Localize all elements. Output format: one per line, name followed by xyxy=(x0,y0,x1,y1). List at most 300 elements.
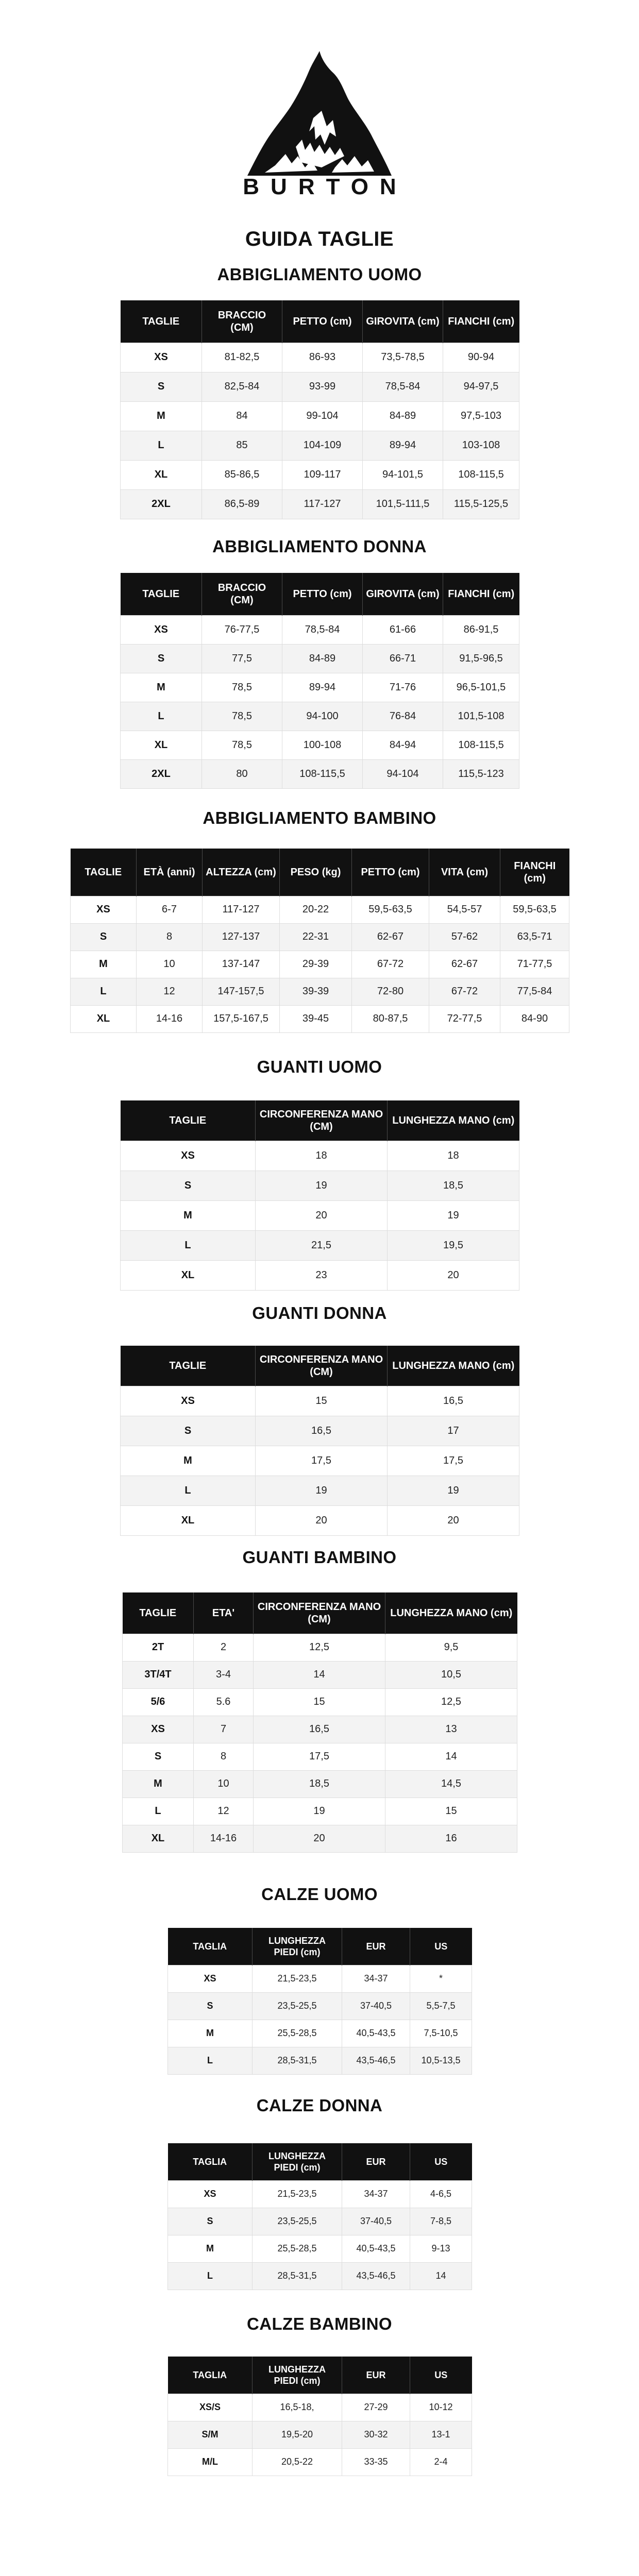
value-cell: 3-4 xyxy=(194,1661,254,1688)
column-header: TAGLIA xyxy=(168,1928,253,1965)
value-cell: 85 xyxy=(202,431,282,460)
size-table-mens-gloves xyxy=(120,1100,519,1291)
value-cell: 10 xyxy=(137,951,203,978)
value-cell: 27-29 xyxy=(342,2394,410,2421)
table-row xyxy=(121,1260,519,1290)
value-cell: 147-157,5 xyxy=(203,978,280,1005)
column-header: TAGLIE xyxy=(123,1592,194,1634)
table-row xyxy=(123,1661,517,1688)
value-cell: 94-97,5 xyxy=(443,372,519,401)
size-cell: S xyxy=(121,372,202,401)
size-table-kids-gloves xyxy=(122,1592,517,1853)
size-cell: L xyxy=(71,978,137,1005)
size-cell: XL xyxy=(123,1825,194,1852)
value-cell: 78,5 xyxy=(202,731,282,759)
size-cell: S xyxy=(121,1416,256,1446)
column-header: CIRCONFERENZA MANO (CM) xyxy=(254,1592,385,1634)
value-cell: 61-66 xyxy=(363,615,443,644)
size-cell: XS/S xyxy=(168,2394,253,2421)
value-cell: 84-89 xyxy=(282,644,363,673)
value-cell: 39-39 xyxy=(280,978,352,1005)
table-row xyxy=(168,2448,472,2476)
value-cell: 72-77,5 xyxy=(429,1005,500,1032)
value-cell: 90-94 xyxy=(443,343,519,372)
column-header: GIROVITA (cm) xyxy=(363,573,443,615)
column-header: LUNGHEZZA PIEDI (cm) xyxy=(253,2357,342,2394)
section-title-kids-gloves: GUANTI BAMBINO xyxy=(242,1548,397,1567)
size-cell: XL xyxy=(121,460,202,489)
size-cell: XS xyxy=(121,615,202,644)
value-cell: 86,5-89 xyxy=(202,489,282,519)
column-header: TAGLIE xyxy=(71,849,137,896)
size-cell: L xyxy=(121,1230,256,1260)
value-cell: 117-127 xyxy=(203,896,280,923)
value-cell: 137-147 xyxy=(203,951,280,978)
column-header: LUNGHEZZA MANO (cm) xyxy=(388,1346,519,1386)
value-cell: 76-77,5 xyxy=(202,615,282,644)
table-row xyxy=(168,2262,472,2290)
table-row xyxy=(123,1770,517,1798)
column-header: TAGLIE xyxy=(121,1100,256,1141)
value-cell: 10 xyxy=(194,1770,254,1798)
page-title: GUIDA TAGLIE xyxy=(245,228,394,250)
value-cell: 16,5-18, xyxy=(253,2394,342,2421)
value-cell: 78,5-84 xyxy=(363,372,443,401)
value-cell: 71-77,5 xyxy=(500,951,569,978)
value-cell: 14 xyxy=(254,1661,385,1688)
column-header: TAGLIE xyxy=(121,1346,256,1386)
value-cell: 84-89 xyxy=(363,401,443,431)
table-row xyxy=(121,1141,519,1171)
value-cell: 108-115,5 xyxy=(443,460,519,489)
size-cell: 2XL xyxy=(121,759,202,788)
value-cell: 34-37 xyxy=(342,2180,410,2208)
value-cell: 101,5-108 xyxy=(443,702,519,731)
column-header: BRACCIO (CM) xyxy=(202,300,282,343)
value-cell: 67-72 xyxy=(352,951,429,978)
value-cell: 14-16 xyxy=(194,1825,254,1852)
value-cell: 20 xyxy=(256,1505,388,1535)
size-cell: M/L xyxy=(168,2448,253,2476)
value-cell: 14 xyxy=(410,2262,472,2290)
value-cell: 84-94 xyxy=(363,731,443,759)
value-cell: 101,5-111,5 xyxy=(363,489,443,519)
table-row xyxy=(71,923,569,951)
value-cell: 80 xyxy=(202,759,282,788)
value-cell: 20 xyxy=(256,1200,388,1230)
table-row xyxy=(121,1505,519,1535)
value-cell: 103-108 xyxy=(443,431,519,460)
column-header: PETTO (cm) xyxy=(282,300,363,343)
table-row xyxy=(71,896,569,923)
column-header: TAGLIE xyxy=(121,573,202,615)
table-row xyxy=(121,1386,519,1416)
value-cell: * xyxy=(410,1965,472,1992)
value-cell: 18,5 xyxy=(388,1171,519,1200)
value-cell: 37-40,5 xyxy=(342,2208,410,2235)
column-header: ETÀ (anni) xyxy=(137,849,203,896)
value-cell: 115,5-123 xyxy=(443,759,519,788)
size-cell: XS xyxy=(168,2180,253,2208)
column-header: TAGLIA xyxy=(168,2143,253,2180)
value-cell: 85-86,5 xyxy=(202,460,282,489)
value-cell: 82,5-84 xyxy=(202,372,282,401)
value-cell: 157,5-167,5 xyxy=(203,1005,280,1032)
size-cell: M xyxy=(123,1770,194,1798)
size-cell: XL xyxy=(121,1260,256,1290)
table-row xyxy=(168,2047,472,2074)
value-cell: 73,5-78,5 xyxy=(363,343,443,372)
value-cell: 15 xyxy=(385,1798,517,1825)
column-header: CIRCONFERENZA MANO (CM) xyxy=(256,1100,388,1141)
size-cell: S xyxy=(121,644,202,673)
value-cell: 108-115,5 xyxy=(282,759,363,788)
value-cell: 6-7 xyxy=(137,896,203,923)
table-row xyxy=(121,460,519,489)
size-table-womens-gloves xyxy=(120,1346,519,1536)
value-cell: 22-31 xyxy=(280,923,352,951)
size-cell: S/M xyxy=(168,2421,253,2448)
value-cell: 76-84 xyxy=(363,702,443,731)
value-cell: 16,5 xyxy=(254,1716,385,1743)
value-cell: 18 xyxy=(256,1141,388,1171)
size-cell: M xyxy=(121,1200,256,1230)
value-cell: 40,5-43,5 xyxy=(342,2020,410,2047)
table-row xyxy=(168,1965,472,1992)
value-cell: 13 xyxy=(385,1716,517,1743)
column-header: LUNGHEZZA MANO (cm) xyxy=(385,1592,517,1634)
table-row xyxy=(121,372,519,401)
size-table-womens-socks xyxy=(167,2143,472,2290)
value-cell: 20 xyxy=(388,1505,519,1535)
column-header: LUNGHEZZA MANO (cm) xyxy=(388,1100,519,1141)
size-cell: M xyxy=(168,2020,253,2047)
table-row xyxy=(168,2394,472,2421)
size-cell: L xyxy=(121,702,202,731)
value-cell: 117-127 xyxy=(282,489,363,519)
value-cell: 13-1 xyxy=(410,2421,472,2448)
value-cell: 7,5-10,5 xyxy=(410,2020,472,2047)
value-cell: 17 xyxy=(388,1416,519,1446)
value-cell: 20 xyxy=(388,1260,519,1290)
value-cell: 104-109 xyxy=(282,431,363,460)
value-cell: 17,5 xyxy=(388,1446,519,1476)
value-cell: 115,5-125,5 xyxy=(443,489,519,519)
size-cell: M xyxy=(121,673,202,702)
value-cell: 10-12 xyxy=(410,2394,472,2421)
value-cell: 28,5-31,5 xyxy=(253,2047,342,2074)
table-row xyxy=(71,978,569,1005)
value-cell: 40,5-43,5 xyxy=(342,2235,410,2262)
value-cell: 10,5-13,5 xyxy=(410,2047,472,2074)
size-cell: XS xyxy=(71,896,137,923)
column-header: PESO (kg) xyxy=(280,849,352,896)
size-cell: XS xyxy=(121,343,202,372)
value-cell: 127-137 xyxy=(203,923,280,951)
mountain-icon xyxy=(244,49,395,178)
size-cell: S xyxy=(121,1171,256,1200)
column-header: ALTEZZA (cm) xyxy=(203,849,280,896)
column-header: GIROVITA (cm) xyxy=(363,300,443,343)
burton-mountain-logo xyxy=(244,49,395,178)
value-cell: 91,5-96,5 xyxy=(443,644,519,673)
table-row xyxy=(121,731,519,759)
value-cell: 96,5-101,5 xyxy=(443,673,519,702)
value-cell: 25,5-28,5 xyxy=(253,2020,342,2047)
value-cell: 5,5-7,5 xyxy=(410,1992,472,2020)
section-title-womens-apparel: ABBIGLIAMENTO DONNA xyxy=(212,537,427,556)
table-row xyxy=(121,759,519,788)
table-row xyxy=(71,951,569,978)
value-cell: 84 xyxy=(202,401,282,431)
value-cell: 25,5-28,5 xyxy=(253,2235,342,2262)
table-row xyxy=(121,673,519,702)
table-row xyxy=(168,2020,472,2047)
section-title-mens-apparel: ABBIGLIAMENTO UOMO xyxy=(217,265,422,284)
value-cell: 89-94 xyxy=(282,673,363,702)
value-cell: 71-76 xyxy=(363,673,443,702)
size-cell: L xyxy=(168,2262,253,2290)
size-cell: 2T xyxy=(123,1634,194,1661)
size-cell: XS xyxy=(168,1965,253,1992)
value-cell: 77,5 xyxy=(202,644,282,673)
column-header: CIRCONFERENZA MANO (CM) xyxy=(256,1346,388,1386)
size-cell: 5/6 xyxy=(123,1688,194,1716)
value-cell: 12 xyxy=(137,978,203,1005)
value-cell: 2-4 xyxy=(410,2448,472,2476)
value-cell: 19 xyxy=(388,1200,519,1230)
size-cell: XL xyxy=(121,731,202,759)
column-header: ETA' xyxy=(194,1592,254,1634)
value-cell: 19,5-20 xyxy=(253,2421,342,2448)
value-cell: 18 xyxy=(388,1141,519,1171)
value-cell: 5.6 xyxy=(194,1688,254,1716)
value-cell: 16,5 xyxy=(388,1386,519,1416)
table-row xyxy=(121,644,519,673)
size-cell: M xyxy=(168,2235,253,2262)
size-cell: L xyxy=(121,431,202,460)
value-cell: 20-22 xyxy=(280,896,352,923)
value-cell: 15 xyxy=(254,1688,385,1716)
value-cell: 14,5 xyxy=(385,1770,517,1798)
value-cell: 20 xyxy=(254,1825,385,1852)
size-cell: 3T/4T xyxy=(123,1661,194,1688)
value-cell: 62-67 xyxy=(352,923,429,951)
value-cell: 80-87,5 xyxy=(352,1005,429,1032)
table-row xyxy=(71,1005,569,1032)
value-cell: 7-8,5 xyxy=(410,2208,472,2235)
value-cell: 57-62 xyxy=(429,923,500,951)
value-cell: 59,5-63,5 xyxy=(352,896,429,923)
size-cell: XS xyxy=(121,1386,256,1416)
value-cell: 54,5-57 xyxy=(429,896,500,923)
value-cell: 67-72 xyxy=(429,978,500,1005)
value-cell: 8 xyxy=(137,923,203,951)
value-cell: 20,5-22 xyxy=(253,2448,342,2476)
table-row xyxy=(123,1716,517,1743)
value-cell: 8 xyxy=(194,1743,254,1770)
table-row xyxy=(121,1446,519,1476)
value-cell: 81-82,5 xyxy=(202,343,282,372)
value-cell: 23,5-25,5 xyxy=(253,1992,342,2020)
column-header: FIANCHI (cm) xyxy=(443,300,519,343)
value-cell: 30-32 xyxy=(342,2421,410,2448)
value-cell: 19 xyxy=(254,1798,385,1825)
column-header: FIANCHI (cm) xyxy=(443,573,519,615)
size-cell: S xyxy=(123,1743,194,1770)
value-cell: 10,5 xyxy=(385,1661,517,1688)
size-cell: 2XL xyxy=(121,489,202,519)
value-cell: 16 xyxy=(385,1825,517,1852)
value-cell: 14 xyxy=(385,1743,517,1770)
table-row xyxy=(121,489,519,519)
value-cell: 86-93 xyxy=(282,343,363,372)
table-row xyxy=(121,401,519,431)
size-cell: L xyxy=(121,1476,256,1505)
value-cell: 72-80 xyxy=(352,978,429,1005)
value-cell: 94-104 xyxy=(363,759,443,788)
table-row xyxy=(121,1171,519,1200)
value-cell: 89-94 xyxy=(363,431,443,460)
column-header: PETTO (cm) xyxy=(282,573,363,615)
table-row xyxy=(168,2180,472,2208)
value-cell: 63,5-71 xyxy=(500,923,569,951)
value-cell: 43,5-46,5 xyxy=(342,2047,410,2074)
value-cell: 23 xyxy=(256,1260,388,1290)
value-cell: 100-108 xyxy=(282,731,363,759)
table-row xyxy=(168,2421,472,2448)
size-table-womens-apparel xyxy=(120,573,519,789)
value-cell: 14-16 xyxy=(137,1005,203,1032)
column-header: US xyxy=(410,2143,472,2180)
size-cell: M xyxy=(121,1446,256,1476)
section-title-kids-apparel: ABBIGLIAMENTO BAMBINO xyxy=(203,808,436,827)
value-cell: 12,5 xyxy=(385,1688,517,1716)
size-cell: XS xyxy=(121,1141,256,1171)
column-header: TAGLIE xyxy=(121,300,202,343)
table-row xyxy=(121,431,519,460)
table-row xyxy=(168,1992,472,2020)
value-cell: 94-100 xyxy=(282,702,363,731)
value-cell: 37-40,5 xyxy=(342,1992,410,2020)
value-cell: 78,5 xyxy=(202,673,282,702)
column-header: LUNGHEZZA PIEDI (cm) xyxy=(253,2143,342,2180)
section-title-womens-gloves: GUANTI DONNA xyxy=(252,1303,387,1323)
column-header: VITA (cm) xyxy=(429,849,500,896)
value-cell: 99-104 xyxy=(282,401,363,431)
table-row xyxy=(168,2235,472,2262)
value-cell: 66-71 xyxy=(363,644,443,673)
size-cell: XL xyxy=(71,1005,137,1032)
section-title-womens-socks: CALZE DONNA xyxy=(256,2096,383,2115)
size-cell: L xyxy=(123,1798,194,1825)
value-cell: 28,5-31,5 xyxy=(253,2262,342,2290)
table-row xyxy=(123,1825,517,1852)
size-table-mens-socks xyxy=(167,1928,472,2075)
value-cell: 94-101,5 xyxy=(363,460,443,489)
value-cell: 17,5 xyxy=(254,1743,385,1770)
table-row xyxy=(121,1416,519,1446)
value-cell: 17,5 xyxy=(256,1446,388,1476)
column-header: LUNGHEZZA PIEDI (cm) xyxy=(253,1928,342,1965)
value-cell: 108-115,5 xyxy=(443,731,519,759)
value-cell: 84-90 xyxy=(500,1005,569,1032)
column-header: TAGLIA xyxy=(168,2357,253,2394)
table-row xyxy=(123,1743,517,1770)
section-title-mens-gloves: GUANTI UOMO xyxy=(257,1057,382,1076)
value-cell: 19 xyxy=(256,1171,388,1200)
value-cell: 78,5-84 xyxy=(282,615,363,644)
value-cell: 77,5-84 xyxy=(500,978,569,1005)
value-cell: 9,5 xyxy=(385,1634,517,1661)
column-header: BRACCIO (CM) xyxy=(202,573,282,615)
table-row xyxy=(121,343,519,372)
size-table-kids-socks xyxy=(167,2357,472,2476)
value-cell: 19,5 xyxy=(388,1230,519,1260)
value-cell: 2 xyxy=(194,1634,254,1661)
size-cell: L xyxy=(168,2047,253,2074)
column-header: EUR xyxy=(342,2143,410,2180)
size-cell: S xyxy=(168,2208,253,2235)
value-cell: 12 xyxy=(194,1798,254,1825)
value-cell: 39-45 xyxy=(280,1005,352,1032)
value-cell: 59,5-63,5 xyxy=(500,896,569,923)
table-row xyxy=(121,1476,519,1505)
column-header: PETTO (cm) xyxy=(352,849,429,896)
table-row xyxy=(121,1230,519,1260)
value-cell: 9-13 xyxy=(410,2235,472,2262)
size-table-mens-apparel xyxy=(120,300,519,519)
size-cell: S xyxy=(71,923,137,951)
table-row xyxy=(168,2208,472,2235)
table-row xyxy=(121,1200,519,1230)
value-cell: 34-37 xyxy=(342,1965,410,1992)
brand-wordmark: BURTON xyxy=(243,174,408,199)
value-cell: 86-91,5 xyxy=(443,615,519,644)
value-cell: 19 xyxy=(388,1476,519,1505)
column-header: EUR xyxy=(342,2357,410,2394)
size-cell: XS xyxy=(123,1716,194,1743)
size-table-kids-apparel xyxy=(70,849,569,1033)
table-row xyxy=(123,1634,517,1661)
table-row xyxy=(123,1688,517,1716)
value-cell: 18,5 xyxy=(254,1770,385,1798)
size-cell: XL xyxy=(121,1505,256,1535)
table-row xyxy=(121,615,519,644)
section-title-mens-socks: CALZE UOMO xyxy=(261,1885,378,1904)
column-header: EUR xyxy=(342,1928,410,1965)
value-cell: 23,5-25,5 xyxy=(253,2208,342,2235)
value-cell: 15 xyxy=(256,1386,388,1416)
column-header: FIANCHI (cm) xyxy=(500,849,569,896)
column-header: US xyxy=(410,2357,472,2394)
value-cell: 16,5 xyxy=(256,1416,388,1446)
value-cell: 33-35 xyxy=(342,2448,410,2476)
value-cell: 93-99 xyxy=(282,372,363,401)
value-cell: 4-6,5 xyxy=(410,2180,472,2208)
value-cell: 43,5-46,5 xyxy=(342,2262,410,2290)
section-title-kids-socks: CALZE BAMBINO xyxy=(246,2314,392,2333)
table-row xyxy=(121,702,519,731)
value-cell: 12,5 xyxy=(254,1634,385,1661)
value-cell: 7 xyxy=(194,1716,254,1743)
table-row xyxy=(123,1798,517,1825)
value-cell: 29-39 xyxy=(280,951,352,978)
value-cell: 97,5-103 xyxy=(443,401,519,431)
size-cell: M xyxy=(71,951,137,978)
value-cell: 21,5 xyxy=(256,1230,388,1260)
value-cell: 62-67 xyxy=(429,951,500,978)
